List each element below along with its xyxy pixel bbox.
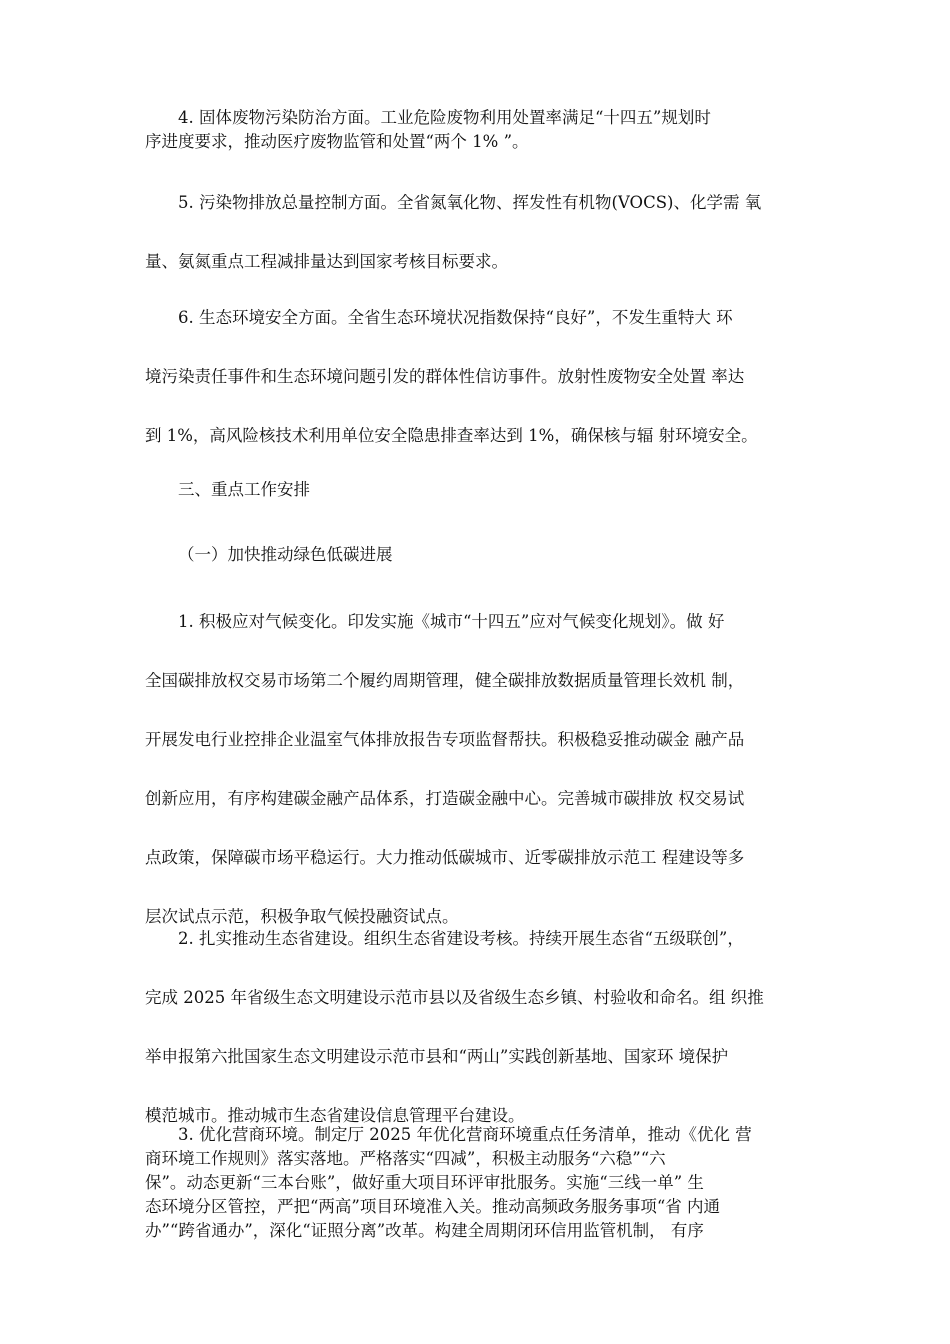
text-line: （一）加快推动绿色低碳进展 <box>178 545 393 564</box>
paragraph-item-4 <box>145 106 825 154</box>
text-line: 6. 生态环境安全方面。全省生态环境状况指数保持“良好”，不发生重特大 环 <box>178 308 733 327</box>
paragraph-item-6 <box>145 288 825 465</box>
paragraph-item-1 <box>145 592 825 946</box>
paragraph-item-5 <box>145 173 825 291</box>
text-line: 开展发电行业控排企业温室气体排放报告专项监督帮扶。积极稳妥推动碳金 融产品 <box>145 730 745 749</box>
text-line: 点政策，保障碳市场平稳运行。大力推动低碳城市、近零碳排放示范工 程建设等多 <box>145 848 745 867</box>
text-line: 量、氨氮重点工程减排量达到国家考核目标要求。 <box>145 252 508 271</box>
subsection-heading <box>145 525 825 584</box>
text-line: 5. 污染物排放总量控制方面。全省氮氧化物、挥发性有机物(VOCS)、化学需 氧 <box>178 193 762 212</box>
text-line: 到 1%，高风险核技术利用单位安全隐患排查率达到 1%，确保核与辐 射环境安全。 <box>145 426 758 445</box>
text-line: 层次试点示范，积极争取气候投融资试点。 <box>145 907 459 926</box>
text-line: 创新应用，有序构建碳金融产品体系，打造碳金融中心。完善城市碳排放 权交易试 <box>145 789 745 808</box>
text-line: 序进度要求，推动医疗废物监管和处置“两个 1% ”。 <box>145 132 529 151</box>
text-line: 境污染责任事件和生态环境问题引发的群体性信访事件。放射性废物安全处置 率达 <box>145 367 745 386</box>
text-line: 商环境工作规则》落实落地。严格落实“四减”，积极主动服务“六稳”“六 <box>145 1149 666 1168</box>
text-line: 模范城市。推动城市生态省建设信息管理平台建设。 <box>145 1106 525 1125</box>
paragraph-item-2 <box>145 909 825 1145</box>
text-line: 2. 扎实推动生态省建设。组织生态省建设考核。持续开展生态省“五级联创”， <box>178 929 744 948</box>
text-line: 3. 优化营商环境。制定厅 2025 年优化营商环境重点任务清单，推动《优化 营 <box>178 1125 752 1144</box>
text-line: 全国碳排放权交易市场第二个履约周期管理，健全碳排放数据质量管理长效机 制， <box>145 671 745 690</box>
text-line: 三、重点工作安排 <box>178 480 310 499</box>
text-line: 4. 固体废物污染防治方面。工业危险废物利用处置率满足“十四五”规划时 <box>178 108 711 127</box>
text-line: 1. 积极应对气候变化。印发实施《城市“十四五”应对气候变化规划》。做 好 <box>178 612 725 631</box>
text-line: 保”。动态更新“三本台账”，做好重大项目环评审批服务。实施“三线一单” 生 <box>145 1173 704 1192</box>
section-heading <box>145 460 825 519</box>
text-line: 举申报第六批国家生态文明建设示范市县和“两山”实践创新基地、国家环 境保护 <box>145 1047 729 1066</box>
paragraph-item-3 <box>145 1123 825 1243</box>
text-line: 办”“跨省通办”，深化“证照分离”改革。构建全周期闭环信用监管机制， 有序 <box>145 1221 704 1240</box>
text-line: 态环境分区管控，严把“两高”项目环境准入关。推动高频政务服务事项“省 内通 <box>145 1197 721 1216</box>
text-line: 完成 2025 年省级生态文明建设示范市县以及省级生态乡镇、村验收和命名。组 织推 <box>145 988 764 1007</box>
